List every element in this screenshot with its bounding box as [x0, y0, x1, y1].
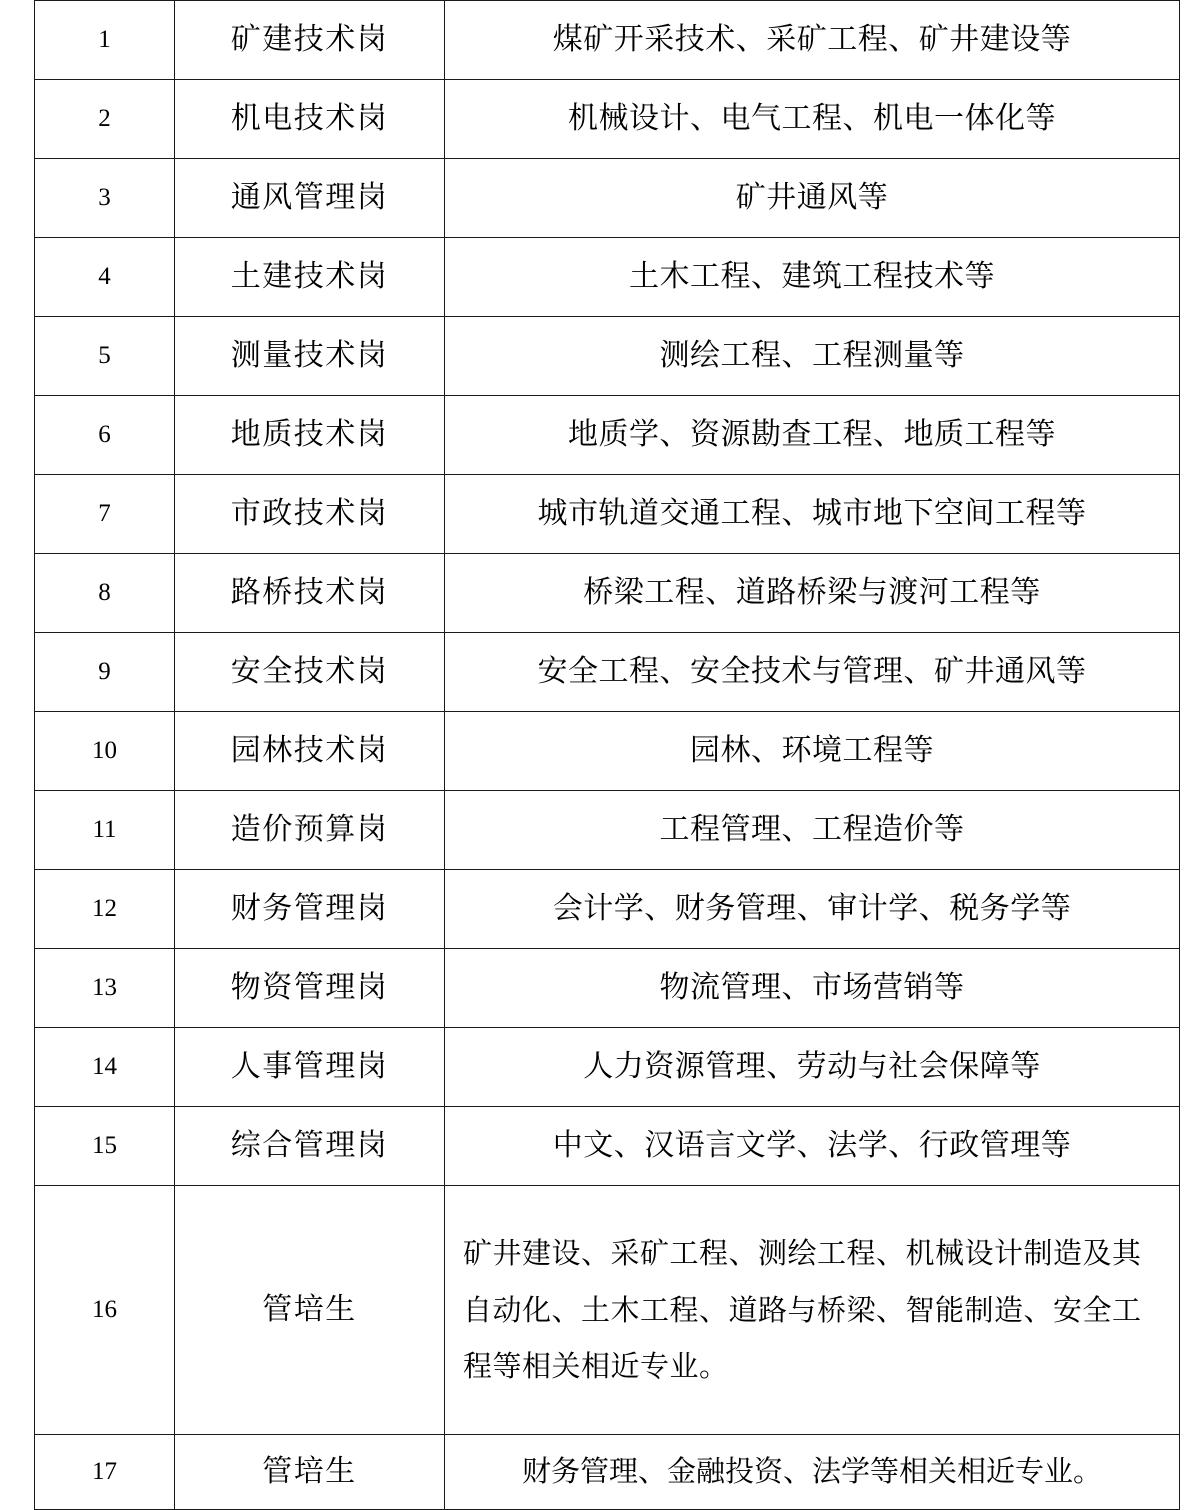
row-post: 土建技术岗	[175, 238, 445, 317]
row-post: 物资管理岗	[175, 949, 445, 1028]
table-row	[35, 1107, 1180, 1186]
row-index: 7	[35, 475, 175, 554]
row-post: 管培生	[175, 1186, 445, 1435]
row-post: 园林技术岗	[175, 712, 445, 791]
table-row	[35, 1435, 1180, 1510]
row-major: 人力资源管理、劳动与社会保障等	[445, 1028, 1180, 1107]
row-post: 地质技术岗	[175, 396, 445, 475]
table-row	[35, 870, 1180, 949]
row-index: 16	[35, 1186, 175, 1435]
row-major: 城市轨道交通工程、城市地下空间工程等	[445, 475, 1180, 554]
row-major: 煤矿开采技术、采矿工程、矿井建设等	[445, 1, 1180, 80]
table-row	[35, 1028, 1180, 1107]
row-post: 安全技术岗	[175, 633, 445, 712]
table-row	[35, 475, 1180, 554]
row-post: 通风管理岗	[175, 159, 445, 238]
row-post: 财务管理岗	[175, 870, 445, 949]
row-post: 管培生	[175, 1435, 445, 1510]
row-post: 路桥技术岗	[175, 554, 445, 633]
table-body	[35, 1, 1180, 1510]
row-major: 安全工程、安全技术与管理、矿井通风等	[445, 633, 1180, 712]
table-row	[35, 396, 1180, 475]
row-index: 12	[35, 870, 175, 949]
row-major: 园林、环境工程等	[445, 712, 1180, 791]
row-post: 人事管理岗	[175, 1028, 445, 1107]
row-index: 8	[35, 554, 175, 633]
row-major: 矿井通风等	[445, 159, 1180, 238]
row-index: 14	[35, 1028, 175, 1107]
row-post: 综合管理岗	[175, 1107, 445, 1186]
row-post: 机电技术岗	[175, 80, 445, 159]
job-requirements-table	[34, 0, 1180, 1510]
row-major: 地质学、资源勘查工程、地质工程等	[445, 396, 1180, 475]
row-major: 测绘工程、工程测量等	[445, 317, 1180, 396]
row-index: 17	[35, 1435, 175, 1510]
table-row	[35, 712, 1180, 791]
row-index: 2	[35, 80, 175, 159]
row-post: 市政技术岗	[175, 475, 445, 554]
row-major: 会计学、财务管理、审计学、税务学等	[445, 870, 1180, 949]
table-row	[35, 949, 1180, 1028]
row-index: 4	[35, 238, 175, 317]
table-row	[35, 159, 1180, 238]
row-major: 矿井建设、采矿工程、测绘工程、机械设计制造及其自动化、土木工程、道路与桥梁、智能制造、安全工程等相关相近专业。	[445, 1186, 1180, 1435]
table-row	[35, 633, 1180, 712]
row-index: 13	[35, 949, 175, 1028]
row-index: 3	[35, 159, 175, 238]
row-major: 物流管理、市场营销等	[445, 949, 1180, 1028]
row-major: 机械设计、电气工程、机电一体化等	[445, 80, 1180, 159]
table-row	[35, 238, 1180, 317]
table-row	[35, 1186, 1180, 1435]
row-index: 1	[35, 1, 175, 80]
row-index: 15	[35, 1107, 175, 1186]
row-index: 10	[35, 712, 175, 791]
row-major: 中文、汉语言文学、法学、行政管理等	[445, 1107, 1180, 1186]
row-index: 5	[35, 317, 175, 396]
row-major: 桥梁工程、道路桥梁与渡河工程等	[445, 554, 1180, 633]
row-index: 11	[35, 791, 175, 870]
table-row	[35, 554, 1180, 633]
row-major: 工程管理、工程造价等	[445, 791, 1180, 870]
table-row	[35, 1, 1180, 80]
row-major: 财务管理、金融投资、法学等相关相近专业。	[445, 1435, 1180, 1510]
row-post: 测量技术岗	[175, 317, 445, 396]
row-major: 土木工程、建筑工程技术等	[445, 238, 1180, 317]
row-post: 矿建技术岗	[175, 1, 445, 80]
table-row	[35, 317, 1180, 396]
row-index: 6	[35, 396, 175, 475]
table-row	[35, 80, 1180, 159]
row-index: 9	[35, 633, 175, 712]
table-row	[35, 791, 1180, 870]
row-post: 造价预算岗	[175, 791, 445, 870]
